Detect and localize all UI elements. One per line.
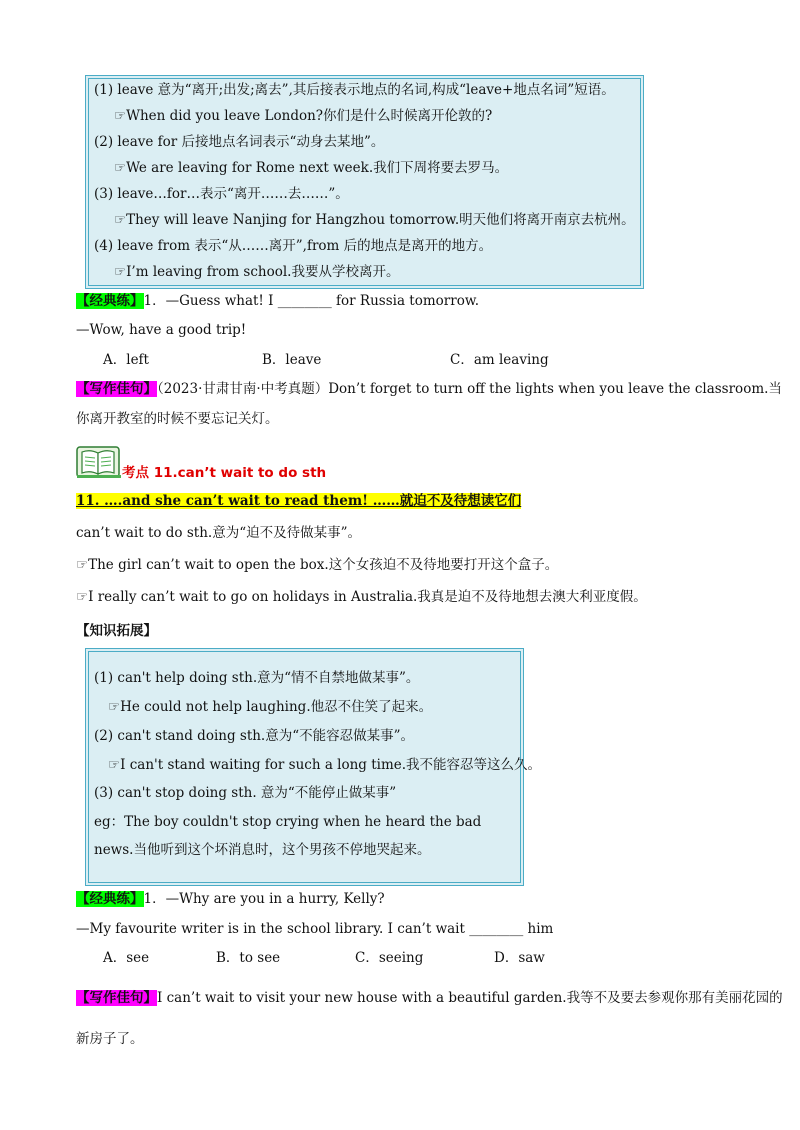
- writing1-line-1: [76, 380, 782, 398]
- box2-line-5: (3) can't stop doing sth. 意为“不能停止做某事”: [94, 785, 397, 801]
- box2-line-3: (2) can't stand doing sth.意为“不能容忍做某事”。: [94, 728, 415, 744]
- writing1-text: （2023·甘肃甘南·中考真题）Don’t forget to turn off the lights when you leave the classroom.当: [157, 381, 782, 397]
- box2-line-1: (1) can't help doing sth.意为“情不自禁地做某事”。: [94, 670, 420, 686]
- extension-heading: 【知识拓展】: [76, 623, 157, 639]
- exercise-tag: 【经典练】: [76, 293, 144, 309]
- point11-example-2: ☞I really can’t wait to go on holidays in Australia.我真是迫不及待地想去澳大利亚度假。: [76, 589, 647, 605]
- writing2-text: I can’t wait to visit your new house with a beautiful garden.我等不及要去参观你那有美丽花园的: [157, 990, 783, 1006]
- exercise1-question-text: 1．—Guess what! I ________ for Russia tomorrow.: [143, 293, 480, 309]
- exercise1-option-c[interactable]: C．am leaving: [450, 352, 549, 368]
- box1-line-1: (1) leave 意为“离开;出发;离去”,其后接表示地点的名词,构成“leave+地点名词”短语。: [94, 82, 615, 98]
- box1-line-6: ☞They will leave Nanjing for Hangzhou tomorrow.明天他们将离开南京去杭州。: [114, 212, 635, 228]
- exercise1-option-b[interactable]: B．leave: [262, 352, 322, 368]
- box1-line-7: (4) leave from 表示“从……离开”,from 后的地点是离开的地方。: [94, 238, 493, 254]
- exercise1-option-a[interactable]: A．left: [103, 352, 149, 368]
- box2-line-6: eg：The boy couldn't stop crying when he heard the bad: [94, 814, 482, 830]
- exercise2-question: [76, 890, 385, 908]
- point11-title: [76, 492, 521, 510]
- exercise-tag: 【经典练】: [76, 891, 144, 907]
- point11-definition: can’t wait to do sth.意为“迫不及待做某事”。: [76, 525, 361, 541]
- point11-example-1: ☞The girl can’t wait to open the box.这个女孩迫不及待地要打开这个盒子。: [76, 557, 559, 573]
- box2-line-7: news.当他听到这个坏消息时，这个男孩不停地哭起来。: [94, 842, 431, 858]
- writing1-line-2: 你离开教室的时候不要忘记关灯。: [76, 411, 279, 427]
- writing-tag: 【写作佳句】: [76, 381, 157, 397]
- box2-line-4: ☞I can't stand waiting for such a long time.我不能容忍等这么久。: [108, 757, 542, 773]
- box1-line-2: ☞When did you leave London?你们是什么时候离开伦敦的?: [114, 108, 493, 124]
- writing-tag: 【写作佳句】: [76, 990, 157, 1006]
- box1-line-8: ☞I’m leaving from school.我要从学校离开。: [114, 264, 400, 280]
- exercise2-option-a[interactable]: A．see: [103, 950, 150, 966]
- exercise2-question-text: 1．—Why are you in a hurry, Kelly?: [143, 891, 385, 907]
- exercise2-line-2: —My favourite writer is in the school library. I can’t wait ________ him: [76, 921, 554, 937]
- writing2-line-1: [76, 989, 783, 1007]
- exercise1-question: [76, 292, 479, 310]
- box1-line-3: (2) leave for 后接地点名词表示“动身去某地”。: [94, 134, 385, 150]
- point11-title-text: 11. ….and she can’t wait to read them! ……就迫不及待想读它们: [76, 493, 522, 509]
- writing2-line-2: 新房子了。: [76, 1031, 144, 1047]
- exercise1-answer-line: —Wow, have a good trip!: [76, 322, 247, 338]
- box1-line-5: (3) leave…for…表示“离开……去……”。: [94, 186, 349, 202]
- box2-line-2: ☞He could not help laughing.他忍不住笑了起来。: [108, 699, 433, 715]
- box1-line-4: ☞We are leaving for Rome next week.我们下周将要去罗马。: [114, 160, 509, 176]
- kaodian-label: 考点 11.can’t wait to do sth: [122, 465, 327, 481]
- exercise2-option-c[interactable]: C．seeing: [355, 950, 424, 966]
- book-icon: [76, 444, 122, 480]
- exercise2-option-d[interactable]: D．saw: [494, 950, 545, 966]
- exercise2-option-b[interactable]: B．to see: [216, 950, 281, 966]
